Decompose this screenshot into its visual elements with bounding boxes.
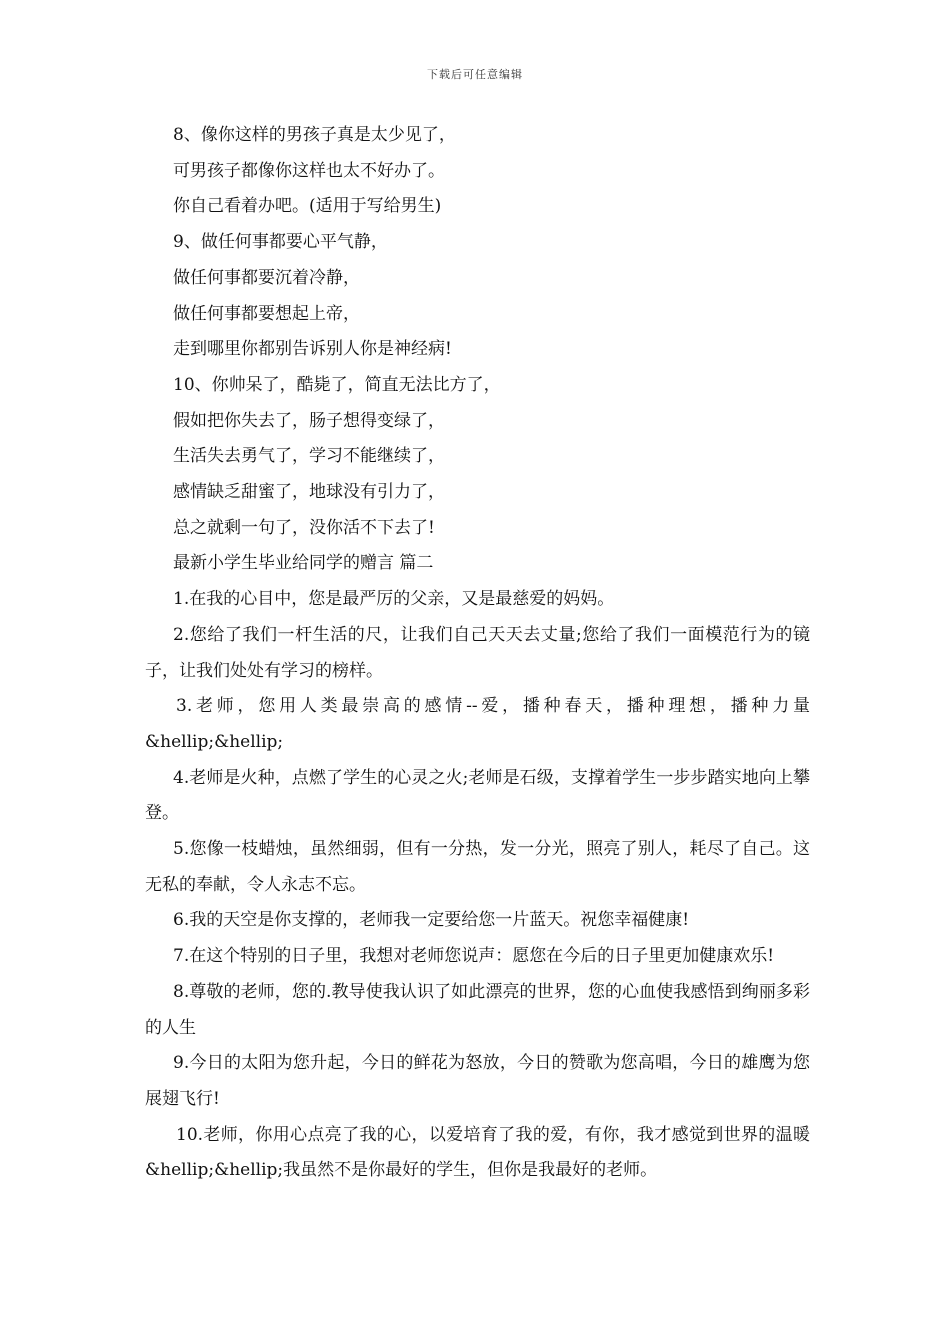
poem-line: 9、做任何事都要心平气静， <box>173 232 388 253</box>
page-header: 下载后可任意编辑 <box>427 68 523 81</box>
paragraph-7: 7.在这个特别的日子里，我想对老师您说声：愿您在今后的日子里更加健康欢乐! <box>173 946 775 967</box>
poem-line: 假如把你失去了，肠子想得变绿了， <box>173 410 445 431</box>
section-title: 最新小学生毕业给同学的赠言 篇二 <box>173 553 434 574</box>
paragraph-2: 2.您给了我们一杆生活的尺，让我们自己天天去丈量;您给了我们一面模范行为的镜子，让我们处处有学习的榜样。 <box>145 624 810 681</box>
paragraph-4: 4.老师是火种，点燃了学生的心灵之火;老师是石级，支撑着学生一步步踏实地向上攀登。 <box>145 767 810 824</box>
paragraph-3: 3.老师，您用人类最崇高的感情--爱，播种春天，播种理想，播种力量&hellip;&hellip; <box>145 696 810 752</box>
poem-line: 你自己看着办吧。(适用于写给男生) <box>173 196 442 217</box>
poem-line: 可男孩子都像你这样也太不好办了。 <box>173 160 445 181</box>
poem-line: 8、像你这样的男孩子真是太少见了， <box>173 125 456 145</box>
poem-line: 生活失去勇气了，学习不能继续了， <box>173 446 445 467</box>
poem-line: 做任何事都要沉着冷静， <box>173 267 360 288</box>
paragraph-1: 1.在我的心目中，您是最严厉的父亲，又是最慈爱的妈妈。 <box>173 589 615 610</box>
paragraph-10: 10.老师，你用心点亮了我的心，以爱培育了我的爱，有你，我才感觉到世界的温暖&hellip;&hellip;我虽然不是你最好的学生，但你是我最好的老师。 <box>145 1124 810 1181</box>
poem-line: 做任何事都要想起上帝， <box>173 303 360 324</box>
poem-line: 总之就剩一句了，没你活不下去了! <box>173 517 435 538</box>
paragraph-6: 6.我的天空是你支撑的，老师我一定要给您一片蓝天。祝您幸福健康! <box>173 910 690 931</box>
poem-line: 10、你帅呆了，酷毙了，简直无法比方了， <box>173 374 501 395</box>
paragraph-8: 8.尊敬的老师，您的.教导使我认识了如此漂亮的世界，您的心血使我感悟到绚丽多彩的人生 <box>145 981 810 1038</box>
poem-line: 走到哪里你都别告诉别人你是神经病! <box>173 339 452 360</box>
poem-line: 感情缺乏甜蜜了，地球没有引力了， <box>173 482 445 503</box>
document-body <box>145 118 810 1189</box>
paragraph-5: 5.您像一枝蜡烛，虽然细弱，但有一分热，发一分光，照亮了别人，耗尽了自己。这无私的奉献，令人永志不忘。 <box>145 839 810 895</box>
paragraph-9: 9.今日的太阳为您升起，今日的鲜花为怒放，今日的赞歌为您高唱，今日的雄鹰为您展翅飞行! <box>145 1053 810 1109</box>
